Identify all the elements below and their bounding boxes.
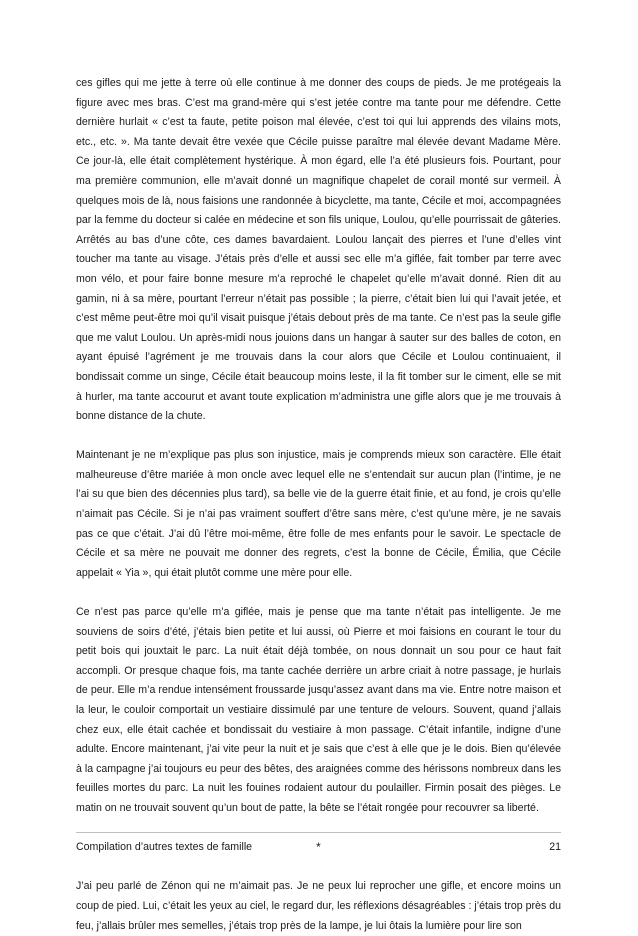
paragraph-1: ces gifles qui me jette à terre où elle continue à me donner des coups de pieds. Je me protégeais la figure avec mes bras. C’est ma grand-mère qui s’est jetée contre ma tante pour me défendre. Cette dernière hurlait « c’est ta faute, petite poison mal élevée, c’est toi qui lui apprends des vilains mots, etc., etc. ». Ma tante devait être vexée que Cécile puisse paraître mal élevée devant Madame Mère. Ce jour-là, elle était complètement hystérique. À mon égard, elle l’a été plusieurs fois. Pourtant, pour ma première communion, elle m’avait donné un magnifique chapelet de corail monté sur vermeil. À quelques mois de là, nous faisions une randonnée à bicyclette, ma tante, Cécile et moi, accompagnées par la femme du docteur si calée en médecine et son fils unique, Loulou, qu’elle pourrissait de gâteries. Arrêtés au bas d’une côte, ces dames bavardaient. Loulou lançait des pierres et l’une d’elles vint toucher ma tante au visage. J’étais près d’elle et aussi sec elle m’a giflée, fait tomber par terre avec mon vélo, et pour faire bonne mesure m’a reproché le chapelet qu’elle m’avait donné. Rien dit au gamin, ni à sa mère, pourtant l’erreur n’était pas possible ; la pierre, c’était bien lui qui l’avait jetée, et c’est même peut-être moi qu’il visait puisque j’étais debout près de ma tante. Ce n’est pas la seule gifle que me valut Loulou. Un après-midi nous jouions dans un hangar à sauter sur des balles de coton, en ayant épuisé l’agrément je me trouvais dans la cour alors que Cécile et Loulou continuaient, il bondissait comme un singe, Cécile était beaucoup moins leste, il la fit tomber sur le ciment, elle se mit à hurler, ma tante accourut et avant toute explication m’administra une gifle alors que je me trouvais à bonne distance de la chute. (76, 77, 561, 423)
page-number: 21 (549, 841, 561, 853)
paragraph-3: Ce n’est pas parce qu’elle m’a giflée, mais je pense que ma tante n’était pas intelligente. Je me souviens de soirs d’été, j’étais bien petite et lui aussi, où Pierre et moi faisions en courant le tour du petit bois qui jouxtait le parc. La nuit était déjà tombée, on nous donnait un sou pour ce haut fait accompli. Or presque chaque fois, ma tante cachée derrière un arbre criait à notre passage, je hurlais de peur. Elle m’a rendue intensément froussarde jusqu’assez avant dans ma vie. Entre notre maison et la leur, le couloir comportait un vestiaire dissimulé par une tenture de velours. Souvent, quand j’allais chez eux, elle était cachée et bondissait du vestiaire à mon passage. C’était infantile, indigne d’une adulte. Encore maintenant, j’ai vite peur la nuit et je sais que c’est à elle que je le dois. Bien qu’élevée à la campagne j’ai toujours eu peur des bêtes, des araignées comme des hérissons nombreux dans les feuilles mortes du parc. La nuit les fouines rodaient autour du poulailler. Firmin posait des pièges. Le matin on ne trouvait souvent qu’un bout de patte, la bête se l’était rongée pour recouvrer sa liberté. (76, 606, 561, 814)
paragraph-gap (76, 858, 561, 878)
paragraph-2: Maintenant je ne m’explique pas plus son injustice, mais je comprends mieux son caractère. Elle était malheureuse d’être mariée à mon oncle avec lequel elle ne s’entendait sur aucun plan (l’intime, je ne l’ai su que bien des décennies plus tard), sa belle vie de la guerre était finie, et au fond, je crois qu’elle n’aimait pas Cécile. Si je n’ai pas vraiment souffert d’être sans mère, c’est qu’une mère, je ne savais pas ce que c’était. J’ai dû l’être moi-même, être folle de mes enfants pour le savoir. Le spectacle de Cécile et sa mère ne pouvait me donner des regrets, c’est la bonne de Cécile, Émilia, que Cécile appelait « Yia », qui était plutôt comme une mère pour elle. (76, 449, 561, 579)
paragraph-4: J’ai peu parlé de Zénon qui ne m’aimait pas. Je ne peux lui reprocher une gifle, et encore moins un coup de pied. Lui, c’était les yeux au ciel, le regard dur, les réflexions désagréables : j’étais trop près du feu, j’allais brûler mes semelles, j’étais trop près de la lampe, je lui ôtais la lumière pour lire son (76, 880, 561, 932)
paragraph-gap (76, 427, 561, 447)
section-separator: * (316, 840, 321, 855)
page-footer (76, 835, 561, 859)
paragraph-gap (76, 583, 561, 603)
footer-title: Compilation d’autres textes de famille (76, 841, 253, 853)
footer-divider (76, 832, 561, 833)
document-body (76, 74, 561, 936)
